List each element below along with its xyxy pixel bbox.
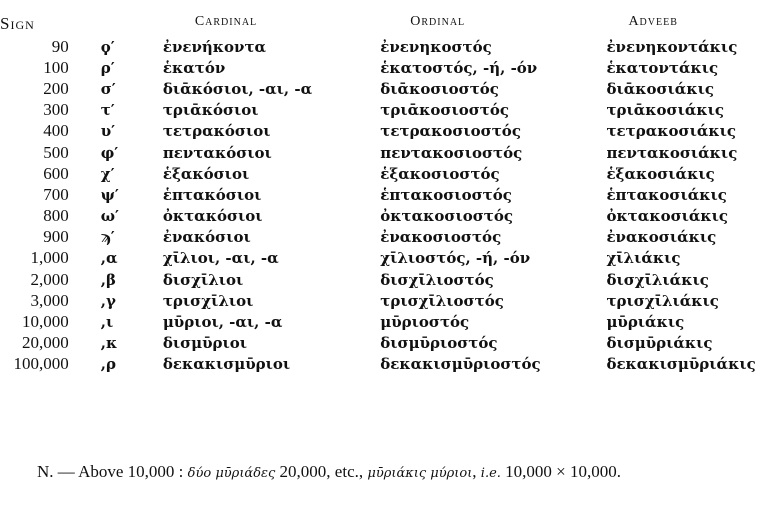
table-row [0, 206, 773, 227]
table-row [0, 100, 773, 121]
cell-cardinal: χῑλιοι, -αι, -α [162, 249, 279, 268]
cell-cardinal: διᾱκόσιοι, -αι, -α [162, 79, 313, 98]
table-row [0, 57, 773, 78]
cell-sign: ,β [100, 270, 116, 289]
cell-number: 90 [51, 36, 69, 56]
cell-number: 200 [43, 78, 69, 98]
cell-adverb: ἑπτακοσιάκις [606, 185, 727, 204]
cell-adverb: ἑξακοσιάκις [606, 164, 715, 183]
numerals-table [0, 14, 773, 375]
table-row [0, 142, 773, 163]
cell-sign: ,κ [100, 334, 118, 353]
cell-cardinal: ἑκατόν [162, 58, 226, 77]
table-row [0, 248, 773, 269]
cell-ordinal: χῑλιοστός, -ή, -όν [380, 249, 531, 268]
cell-ordinal: τριᾱκοσιοστός [380, 101, 509, 120]
cell-adverb: ὀκτακοσιάκις [606, 207, 729, 226]
note-ie: i.e. [480, 466, 501, 481]
table-row [0, 184, 773, 205]
cell-number: 3,000 [30, 290, 69, 310]
cell-number: 400 [43, 121, 69, 141]
table-row [0, 354, 773, 375]
cell-number: 20,000 [21, 333, 69, 353]
cell-ordinal: δισμῡριοστός [380, 334, 498, 353]
cell-number: 2,000 [30, 269, 69, 289]
note-greek-2: μῡριάκις μύριοι [367, 466, 473, 481]
note-greek-1: δύο μῡριάδες [187, 466, 276, 481]
cell-sign: φ′ [100, 143, 119, 162]
table-row [0, 121, 773, 142]
header-ordinal: Ordinal [410, 14, 466, 29]
cell-adverb: ἐνενηκοντάκις [606, 37, 738, 56]
cell-cardinal: τριᾱκόσιοι [162, 101, 259, 120]
table-row [0, 311, 773, 332]
cell-adverb: χῑλιάκις [606, 249, 681, 268]
cell-number: 1,000 [30, 248, 69, 268]
table-row [0, 36, 773, 57]
cell-ordinal: διᾱκοσιοστός [380, 79, 499, 98]
cell-ordinal: ἑκατοστός, -ή, -όν [380, 58, 538, 77]
table-row [0, 78, 773, 99]
cell-number: 900 [43, 227, 69, 247]
cell-number: 800 [43, 206, 69, 226]
table-row [0, 269, 773, 290]
cell-sign: ϡ′ [100, 228, 115, 247]
cell-adverb: δισχῑλιάκις [606, 270, 709, 289]
cell-cardinal: πεντακόσιοι [162, 143, 272, 162]
cell-adverb: δισμῡριάκις [606, 334, 713, 353]
cell-cardinal: μῡριοι, -αι, -α [162, 313, 283, 332]
cell-ordinal: ἐνακοσιοστός [380, 228, 502, 247]
cell-cardinal: δισμῡριοι [162, 334, 248, 353]
cell-cardinal: δεκακισμῡριοι [162, 355, 291, 374]
header-cardinal: Cardinal [194, 14, 258, 29]
cell-adverb: τριᾱκοσιάκις [606, 101, 725, 120]
cell-ordinal: μῡριοστός [380, 313, 470, 332]
cell-sign: ω′ [100, 207, 119, 226]
cell-cardinal: ὀκτακόσιοι [162, 207, 263, 226]
table-row [0, 163, 773, 184]
cell-adverb: ἐνακοσιάκις [606, 228, 717, 247]
cell-ordinal: τετρακοσιοστός [380, 122, 521, 141]
cell-number: 100,000 [13, 354, 69, 374]
table-row [0, 290, 773, 311]
cell-sign: υ′ [100, 122, 116, 141]
cell-cardinal: τρισχῑλιοι [162, 291, 254, 310]
cell-adverb: τετρακοσιάκις [606, 122, 737, 141]
table-row [0, 227, 773, 248]
cell-sign: ψ′ [100, 185, 119, 204]
cell-ordinal: ἑξακοσιοστός [380, 164, 500, 183]
cell-ordinal: ἐνενηκοστός [380, 37, 492, 56]
cell-sign: σ′ [100, 79, 116, 98]
cell-adverb: μῡριάκις [606, 313, 685, 332]
cell-sign: ,ι [100, 313, 114, 332]
cell-number: 300 [43, 100, 69, 120]
cell-ordinal: ἑπτακοσιοστός [380, 185, 512, 204]
table-row [0, 333, 773, 354]
cell-ordinal: δισχῑλιοστός [380, 270, 494, 289]
cell-ordinal: πεντακοσιοστός [380, 143, 523, 162]
header-row [0, 14, 773, 36]
cell-adverb: διᾱκοσιάκις [606, 79, 714, 98]
cell-adverb: δεκακισμῡριάκις [606, 355, 756, 374]
cell-ordinal: τρισχῑλιοστός [380, 291, 504, 310]
header-adverb: Adveeb [628, 14, 678, 29]
cell-cardinal: ἑπτακόσιοι [162, 185, 262, 204]
cell-cardinal: ἐνενήκοντα [162, 37, 267, 56]
cell-cardinal: ἑξακόσιοι [162, 164, 250, 183]
cell-number: 10,000 [21, 312, 69, 332]
cell-sign: ,α [100, 249, 118, 268]
cell-sign: ,γ [100, 291, 116, 310]
header-sign: Sign [0, 14, 35, 33]
cell-sign: ϙ′ [100, 37, 115, 56]
cell-cardinal: τετρακόσιοι [162, 122, 271, 141]
cell-sign: ρ′ [100, 58, 115, 77]
cell-sign: τ′ [100, 101, 115, 120]
cell-sign: ,ρ [100, 355, 116, 374]
cell-adverb: ἑκατοντάκις [606, 58, 719, 77]
footnote: N. — Above 10,000 : δύο μῡριάδες 20,000, etc., μῡριάκις μύριοι, i.e. 10,000 × 10,000. [37, 462, 622, 481]
cell-sign: χ′ [100, 164, 115, 183]
cell-ordinal: ὀκτακοσιοστός [380, 207, 514, 226]
cell-number: 100 [43, 57, 69, 77]
cell-adverb: πεντακοσιάκις [606, 143, 738, 162]
cell-ordinal: δεκακισμῡριοστός [380, 355, 541, 374]
cell-cardinal: δισχῑλιοι [162, 270, 244, 289]
cell-number: 600 [43, 163, 69, 183]
cell-number: 700 [43, 184, 69, 204]
cell-adverb: τρισχῑλιάκις [606, 291, 719, 310]
cell-cardinal: ἐνακόσιοι [162, 228, 251, 247]
cell-number: 500 [43, 142, 69, 162]
